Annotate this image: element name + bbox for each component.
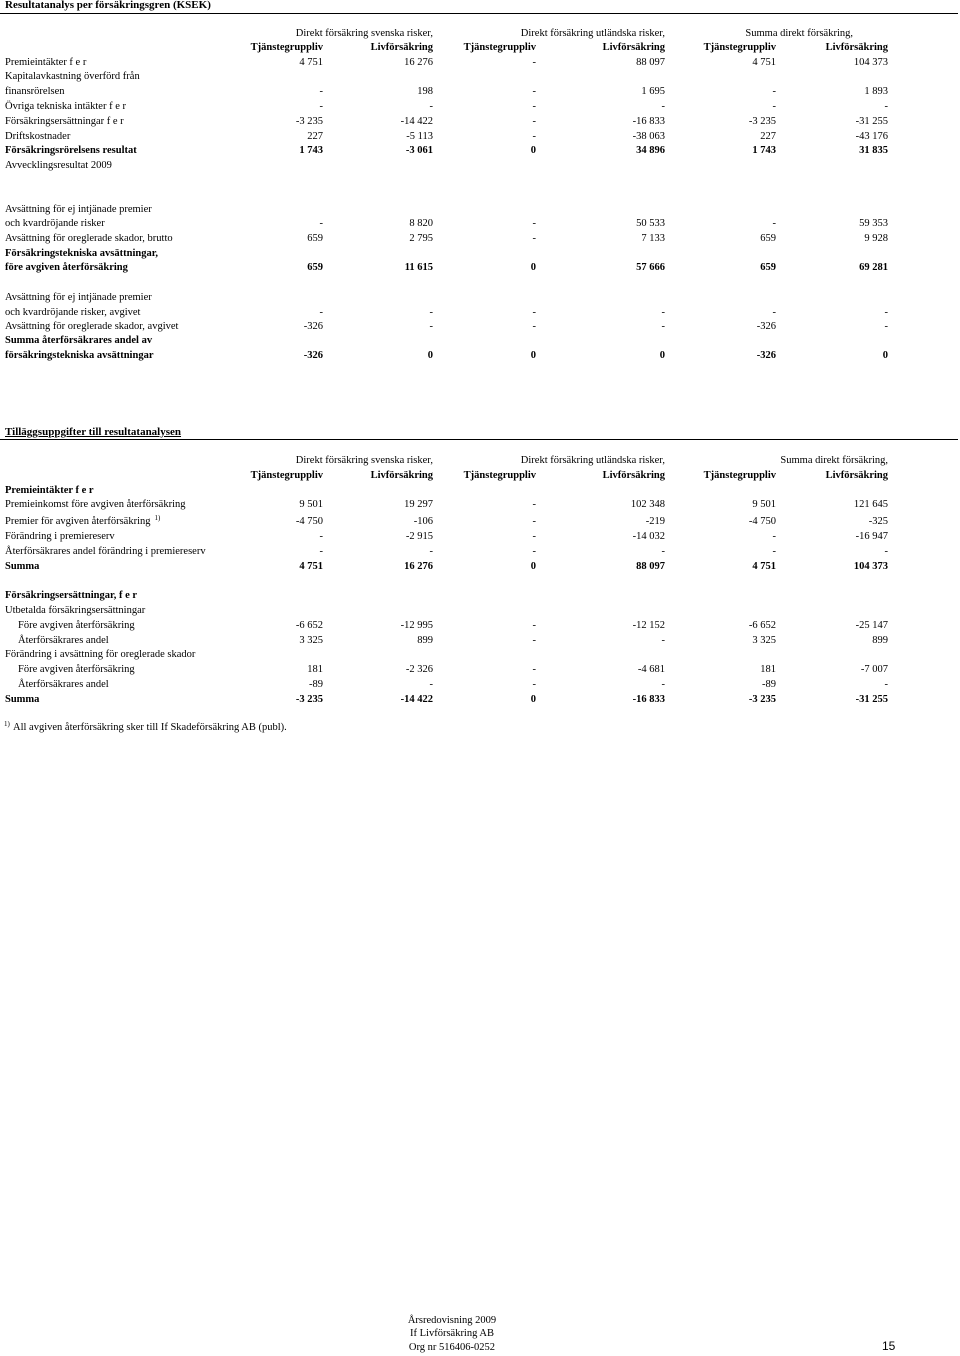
row-label: Avsättning för oreglerade skador, avgivet	[5, 321, 179, 332]
cell-value: 198	[417, 86, 433, 97]
table-row	[0, 634, 960, 648]
cell-value: 88 097	[636, 561, 665, 572]
row-label: Utbetalda försäkringsersättningar	[5, 605, 146, 616]
cell-value: 1 695	[641, 86, 665, 97]
col-head: Tjänstegruppliv	[703, 42, 776, 53]
col-head: Tjänstegruppliv	[250, 42, 323, 53]
row-label: Försäkringstekniska avsättningar,	[5, 248, 159, 259]
row-label: Avsättning för ej intjänade premier	[5, 292, 152, 303]
cell-value: 0	[530, 350, 536, 361]
cell-value: -6 652	[295, 620, 323, 631]
cell-value: -31 255	[855, 694, 888, 705]
cell-value: -	[429, 679, 433, 690]
cell-value: -	[884, 321, 888, 332]
cell-value: -	[532, 620, 536, 631]
cell-value: -	[772, 101, 776, 112]
cell-value: 659	[760, 262, 776, 273]
row-label: försäkringstekniska avsättningar	[5, 350, 154, 361]
cell-value: -16 833	[632, 694, 665, 705]
footer-report-title: Årsredovisning 2009	[407, 1315, 497, 1326]
row-label: Förändring i avsättning för oreglerade skador	[5, 649, 196, 660]
row-label: Summa	[5, 694, 40, 705]
cell-value: -43 176	[855, 131, 888, 142]
table-row	[0, 334, 960, 348]
col-group-swedish-risks: Direkt försäkring svenska risker,	[295, 455, 433, 466]
row-label: Återförsäkrares andel	[18, 635, 109, 646]
cell-value: 7 133	[641, 233, 665, 244]
cell-value: -3 061	[405, 145, 433, 156]
table-row	[0, 663, 960, 677]
table-row	[0, 247, 960, 261]
table-row	[0, 678, 960, 692]
table-row	[0, 648, 960, 662]
cell-value: 659	[760, 233, 776, 244]
cell-value: -38 063	[632, 131, 665, 142]
col-head: Livförsäkring	[370, 42, 433, 53]
cell-value: -4 750	[748, 516, 776, 527]
cell-value: -	[772, 546, 776, 557]
cell-value: -12 152	[632, 620, 665, 631]
table-row-total	[0, 144, 960, 158]
row-label: Återförsäkrares andel	[18, 679, 109, 690]
table-row	[0, 115, 960, 129]
section-rule	[0, 439, 958, 440]
row-label: Premieinkomst före avgiven återförsäkring	[5, 499, 186, 510]
cell-value: -	[532, 516, 536, 527]
cell-value: -4 681	[637, 664, 665, 675]
table-row	[0, 604, 960, 618]
cell-value: -	[532, 321, 536, 332]
row-label: Driftskostnader	[5, 131, 71, 142]
cell-value: -3 235	[295, 694, 323, 705]
table-row	[0, 70, 960, 84]
column-group-header	[0, 454, 960, 468]
col-head: Livförsäkring	[602, 42, 665, 53]
cell-value: -14 422	[400, 694, 433, 705]
cell-value: -89	[309, 679, 323, 690]
col-group-swedish-risks: Direkt försäkring svenska risker,	[295, 28, 433, 39]
cell-value: 104 373	[853, 561, 888, 572]
cell-value: 1 893	[864, 86, 888, 97]
cell-value: 50 533	[636, 218, 665, 229]
cell-value: -326	[303, 321, 323, 332]
page-title: Resultatanalys per försäkringsgren (KSEK)	[5, 0, 211, 11]
cell-value: -3 235	[295, 116, 323, 127]
row-label: före avgiven återförsäkring	[5, 262, 128, 273]
cell-value: -25 147	[855, 620, 888, 631]
cell-value: -	[532, 233, 536, 244]
col-head: Tjänstegruppliv	[703, 470, 776, 481]
footnote-mark: 1)	[4, 720, 10, 728]
table-row	[0, 100, 960, 114]
cell-value: 121 645	[853, 499, 888, 510]
table-row	[0, 545, 960, 559]
table-row	[0, 498, 960, 512]
cell-value: -	[532, 499, 536, 510]
cell-value: 659	[307, 233, 323, 244]
column-group-header	[0, 27, 960, 41]
title-rule	[0, 13, 958, 14]
row-label: Före avgiven återförsäkring	[18, 664, 135, 675]
row-label: Före avgiven återförsäkring	[18, 620, 135, 631]
cell-value: -	[532, 86, 536, 97]
table-row-total	[0, 261, 960, 275]
cell-value: 57 666	[636, 262, 665, 273]
cell-value: 1 743	[752, 145, 776, 156]
cell-value: -	[532, 635, 536, 646]
cell-value: -	[661, 635, 665, 646]
cell-value: 899	[872, 635, 888, 646]
footnote-text: All avgiven återförsäkring sker till If Skadeförsäkring AB (publ).	[13, 722, 287, 733]
cell-value: 3 325	[752, 635, 776, 646]
cell-value: 16 276	[404, 561, 433, 572]
col-head: Tjänstegruppliv	[250, 470, 323, 481]
cell-value: -3 235	[748, 694, 776, 705]
cell-value: 0	[427, 350, 433, 361]
cell-value: 9 501	[299, 499, 323, 510]
col-head: Livförsäkring	[602, 470, 665, 481]
cell-value: -	[319, 531, 323, 542]
cell-value: 227	[760, 131, 776, 142]
cell-value: -	[884, 546, 888, 557]
cell-value: -106	[413, 516, 433, 527]
cell-value: 4 751	[752, 561, 776, 572]
row-label: och kvardröjande risker, avgivet	[5, 307, 141, 318]
cell-value: -	[319, 86, 323, 97]
cell-value: -	[772, 307, 776, 318]
cell-value: -2 915	[405, 531, 433, 542]
table-row	[0, 130, 960, 144]
table-row	[0, 291, 960, 305]
cell-value: 11 615	[404, 262, 433, 273]
row-label: Summa	[5, 561, 40, 572]
cell-value: -326	[756, 321, 776, 332]
cell-value: -	[661, 679, 665, 690]
cell-value: -	[532, 531, 536, 542]
cell-value: -4 750	[295, 516, 323, 527]
table-row	[0, 217, 960, 231]
cell-value: -2 326	[405, 664, 433, 675]
cell-value: -7 007	[860, 664, 888, 675]
table-row-total	[0, 693, 960, 707]
row-label: Premier för avgiven återförsäkring	[5, 516, 151, 527]
page-number: 15	[882, 1339, 896, 1353]
row-label: Återförsäkrares andel förändring i premiereserv	[5, 546, 206, 557]
row-label: Försäkringsersättningar f e r	[5, 116, 124, 127]
cell-value: -	[532, 101, 536, 112]
cell-value: -31 255	[855, 116, 888, 127]
cell-value: -	[661, 321, 665, 332]
table-row	[0, 589, 960, 603]
row-label: Premieintäkter f e r	[5, 57, 87, 68]
cell-value: -89	[762, 679, 776, 690]
cell-value: -	[884, 307, 888, 318]
cell-value: -326	[756, 350, 776, 361]
cell-value: -16 833	[632, 116, 665, 127]
col-group-total-direct: Summa direkt försäkring,	[780, 455, 888, 466]
cell-value: 4 751	[299, 57, 323, 68]
table-row	[0, 306, 960, 320]
cell-value: -	[772, 86, 776, 97]
cell-value: -	[884, 101, 888, 112]
cell-value: 0	[530, 694, 536, 705]
table-row	[0, 85, 960, 99]
cell-value: -	[532, 218, 536, 229]
cell-value: 104 373	[853, 57, 888, 68]
row-label: Försäkringsrörelsens resultat	[5, 145, 137, 156]
cell-value: -5 113	[406, 131, 433, 142]
cell-value: 102 348	[630, 499, 665, 510]
cell-value: -3 235	[748, 116, 776, 127]
col-head: Livförsäkring	[825, 42, 888, 53]
row-label: Avsättning för ej intjänade premier	[5, 204, 152, 215]
cell-value: 31 835	[859, 145, 888, 156]
col-head: Tjänstegruppliv	[463, 470, 536, 481]
table-row	[0, 320, 960, 334]
cell-value: 0	[530, 561, 536, 572]
table-row-total	[0, 560, 960, 574]
cell-value: -16 947	[855, 531, 888, 542]
cell-value: 4 751	[752, 57, 776, 68]
row-label: Kapitalavkastning överförd från	[5, 71, 140, 82]
footnote-mark: 1)	[154, 514, 161, 522]
cell-value: -	[429, 307, 433, 318]
cell-value: -	[429, 546, 433, 557]
cell-value: -	[772, 531, 776, 542]
table-row	[0, 530, 960, 544]
cell-value: -325	[868, 516, 888, 527]
row-label: och kvardröjande risker	[5, 218, 105, 229]
cell-value: -	[532, 307, 536, 318]
cell-value: -14 032	[632, 531, 665, 542]
col-group-total-direct: Summa direkt försäkring,	[745, 28, 853, 39]
col-head: Livförsäkring	[370, 470, 433, 481]
cell-value: -6 652	[748, 620, 776, 631]
cell-value: -	[661, 101, 665, 112]
cell-value: 16 276	[404, 57, 433, 68]
cell-value: -	[532, 546, 536, 557]
table-row	[0, 515, 960, 529]
cell-value: 659	[307, 262, 323, 273]
column-header-row	[0, 469, 960, 483]
cell-value: 8 820	[409, 218, 433, 229]
cell-value: 19 297	[404, 499, 433, 510]
cell-value: 0	[882, 350, 888, 361]
cell-value: 88 097	[636, 57, 665, 68]
col-head: Tjänstegruppliv	[463, 42, 536, 53]
cell-value: 0	[659, 350, 665, 361]
cell-value: 3 325	[299, 635, 323, 646]
row-label: Premieintäkter f e r	[5, 485, 94, 496]
cell-value: -326	[303, 350, 323, 361]
cell-value: -	[661, 546, 665, 557]
cell-value: -	[319, 101, 323, 112]
cell-value: 899	[417, 635, 433, 646]
cell-value: -	[532, 679, 536, 690]
cell-value: -	[319, 218, 323, 229]
cell-value: -	[661, 307, 665, 318]
table-row-total	[0, 349, 960, 363]
table-row	[0, 203, 960, 217]
table-row	[0, 619, 960, 633]
cell-value: 0	[530, 145, 536, 156]
cell-value: 1 743	[299, 145, 323, 156]
row-label: Försäkringsersättningar, f e r	[5, 590, 138, 601]
row-label: Förändring i premiereserv	[5, 531, 115, 542]
cell-value: 34 896	[636, 145, 665, 156]
table-row	[0, 232, 960, 246]
footer-org-number: Org nr 516406-0252	[408, 1342, 496, 1353]
cell-value: 59 353	[859, 218, 888, 229]
table-row	[0, 159, 960, 173]
row-label-with-note	[5, 515, 160, 529]
row-label: Övriga tekniska intäkter f e r	[5, 101, 126, 112]
cell-value: 0	[530, 262, 536, 273]
cell-value: 4 751	[299, 561, 323, 572]
table-row	[0, 56, 960, 70]
cell-value: -	[429, 101, 433, 112]
cell-value: -	[319, 546, 323, 557]
row-label: Avsättning för oreglerade skador, brutto	[5, 233, 173, 244]
cell-value: -	[772, 218, 776, 229]
table-row	[0, 484, 960, 498]
cell-value: 9 928	[864, 233, 888, 244]
cell-value: -	[532, 57, 536, 68]
row-label: Summa återförsäkrares andel av	[5, 335, 153, 346]
col-head: Livförsäkring	[825, 470, 888, 481]
cell-value: -	[429, 321, 433, 332]
cell-value: 69 281	[859, 262, 888, 273]
cell-value: -14 422	[400, 116, 433, 127]
cell-value: 227	[307, 131, 323, 142]
cell-value: -	[532, 116, 536, 127]
column-header-row	[0, 41, 960, 55]
row-label: Avvecklingsresultat 2009	[5, 160, 112, 171]
cell-value: -	[319, 307, 323, 318]
cell-value: 181	[307, 664, 323, 675]
footer-company: If Livförsäkring AB	[410, 1328, 494, 1339]
cell-value: -219	[645, 516, 665, 527]
cell-value: -	[532, 664, 536, 675]
cell-value: 181	[760, 664, 776, 675]
col-group-foreign-risks: Direkt försäkring utländska risker,	[520, 455, 665, 466]
cell-value: -	[532, 131, 536, 142]
footnote	[0, 721, 960, 735]
cell-value: -12 995	[400, 620, 433, 631]
section-title: Tilläggsuppgifter till resultatanalysen	[5, 426, 182, 438]
row-label: finansrörelsen	[5, 86, 65, 97]
cell-value: -	[884, 679, 888, 690]
cell-value: 9 501	[752, 499, 776, 510]
cell-value: 2 795	[409, 233, 433, 244]
col-group-foreign-risks: Direkt försäkring utländska risker,	[520, 28, 665, 39]
